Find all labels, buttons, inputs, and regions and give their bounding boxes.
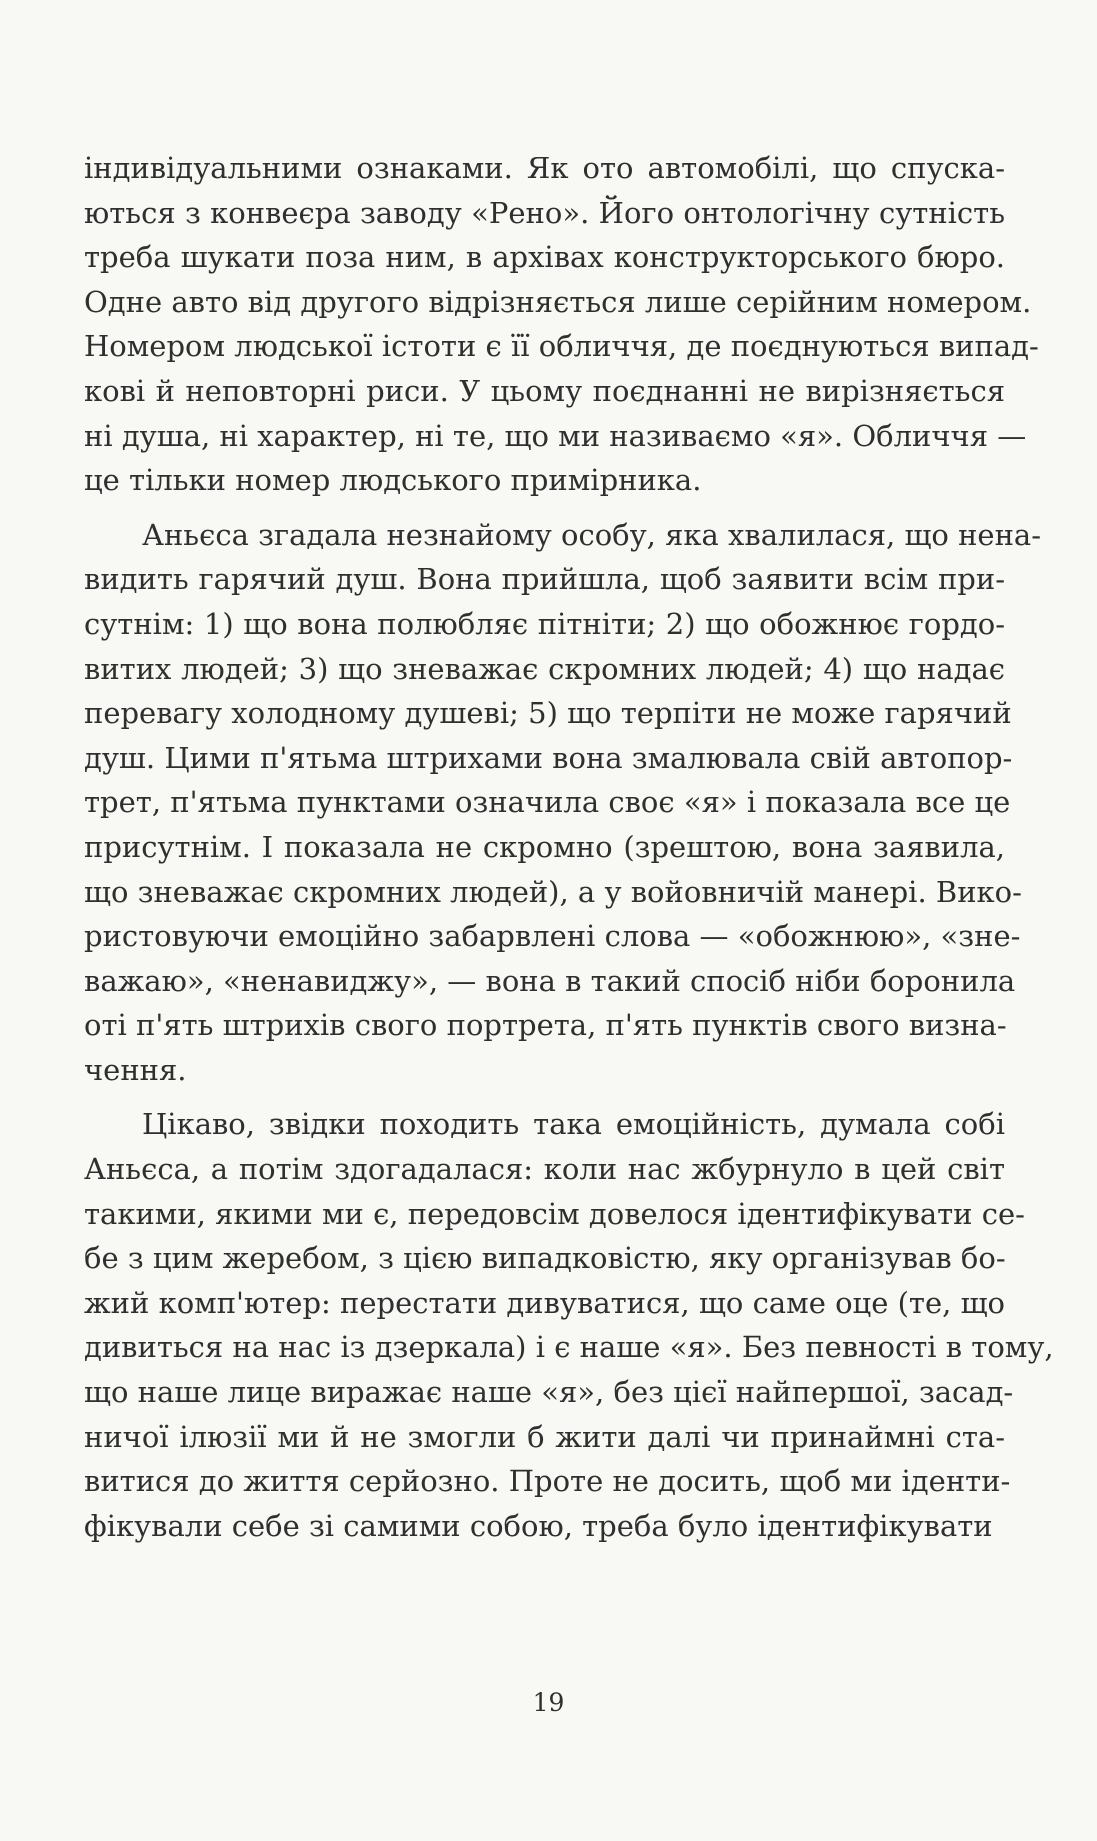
paragraph-3: [84, 1102, 1054, 1548]
text-line: сутнім: 1) що вона полюбляє пітніти; 2) що обожнює гордо-: [84, 606, 1005, 641]
text-line: ристовуючи емоційно забарвлені слова — «обожнюю», «зне-: [84, 919, 1021, 954]
page-number: 19: [532, 1688, 565, 1717]
text-line: Номером людської істоти є її обличчя, де поєднуються випад-: [84, 329, 1039, 364]
text-line: душ. Цими п'ятьма штрихами вона змалювала свій автопор-: [84, 740, 1013, 775]
paragraph-1: [84, 146, 1039, 503]
text-line: бе з цим жеребом, з цією випадковістю, яку організував бо-: [84, 1241, 1006, 1276]
text-line: треба шукати поза ним, в архівах конструкторського бюро.: [84, 240, 1005, 275]
text-line: ні душа, ні характер, ні те, що ми називаємо «я». Обличчя —: [84, 418, 1027, 453]
page-text: [84, 146, 1054, 1548]
text-line: трет, п'ятьма пунктами означила своє «я» і показала все це: [84, 785, 1011, 820]
text-line: витих людей; 3) що зневажає скромних людей; 4) що надає: [84, 651, 1005, 686]
text-line: фікували себе зі самими собою, треба було ідентифікувати: [84, 1508, 993, 1543]
text-line: ничої ілюзії ми й не змогли б жити далі чи принаймні ста-: [84, 1419, 1005, 1454]
text-line: оті п'ять штрихів свого портрета, п'ять пунктів свого визна-: [84, 1008, 1007, 1043]
text-line: Аньєса згадала незнайому особу, яка хвалилася, що нена-: [142, 517, 1041, 552]
text-line: Аньєса, а потім здогадалася: коли нас жбурнуло в цей світ: [84, 1152, 1005, 1187]
text-line: дивиться на нас із дзеркала) і є наше «я». Без певності в тому,: [84, 1330, 1054, 1365]
text-line: Одне авто від другого відрізняється лише серійним номером.: [84, 284, 1032, 319]
text-line: що наше лице виражає наше «я», без цієї найпершої, засад-: [84, 1375, 1014, 1410]
text-line: кові й неповторні риси. У цьому поєднанні не вирізняється: [84, 373, 1005, 408]
text-line: перевагу холодному душеві; 5) що терпіти не може гарячий: [84, 696, 1012, 731]
paragraph-2: [84, 513, 1041, 1093]
text-line: витися до життя серйозно. Проте не досить, щоб ми іденти-: [84, 1464, 1011, 1499]
text-line: такими, якими ми є, передовсім довелося ідентифікувати се-: [84, 1196, 1025, 1231]
text-line: Цікаво, звідки походить така емоційність, думала собі: [142, 1107, 1005, 1142]
text-line: ються з конвеєра заводу «Рено». Його онтологічну сутність: [84, 195, 1005, 230]
text-line: присутнім. І показала не скромно (зрештою, вона заявила,: [84, 829, 1005, 864]
text-line: індивідуальними ознаками. Як ото автомобілі, що спуска-: [84, 151, 1005, 185]
text-line: важаю», «ненавиджу», — вона в такий спосіб ніби боронила: [84, 963, 1016, 998]
text-line: видить гарячий душ. Вона прийшла, щоб заявити всім при-: [84, 562, 1005, 597]
text-line: жий комп'ютер: перестати дивуватися, що саме оце (те, що: [84, 1285, 1005, 1320]
text-line: що зневажає скромних людей), а у войовничій манері. Вико-: [84, 874, 1022, 909]
text-line: чення.: [84, 1052, 187, 1087]
text-line: це тільки номер людського примірника.: [84, 463, 702, 498]
